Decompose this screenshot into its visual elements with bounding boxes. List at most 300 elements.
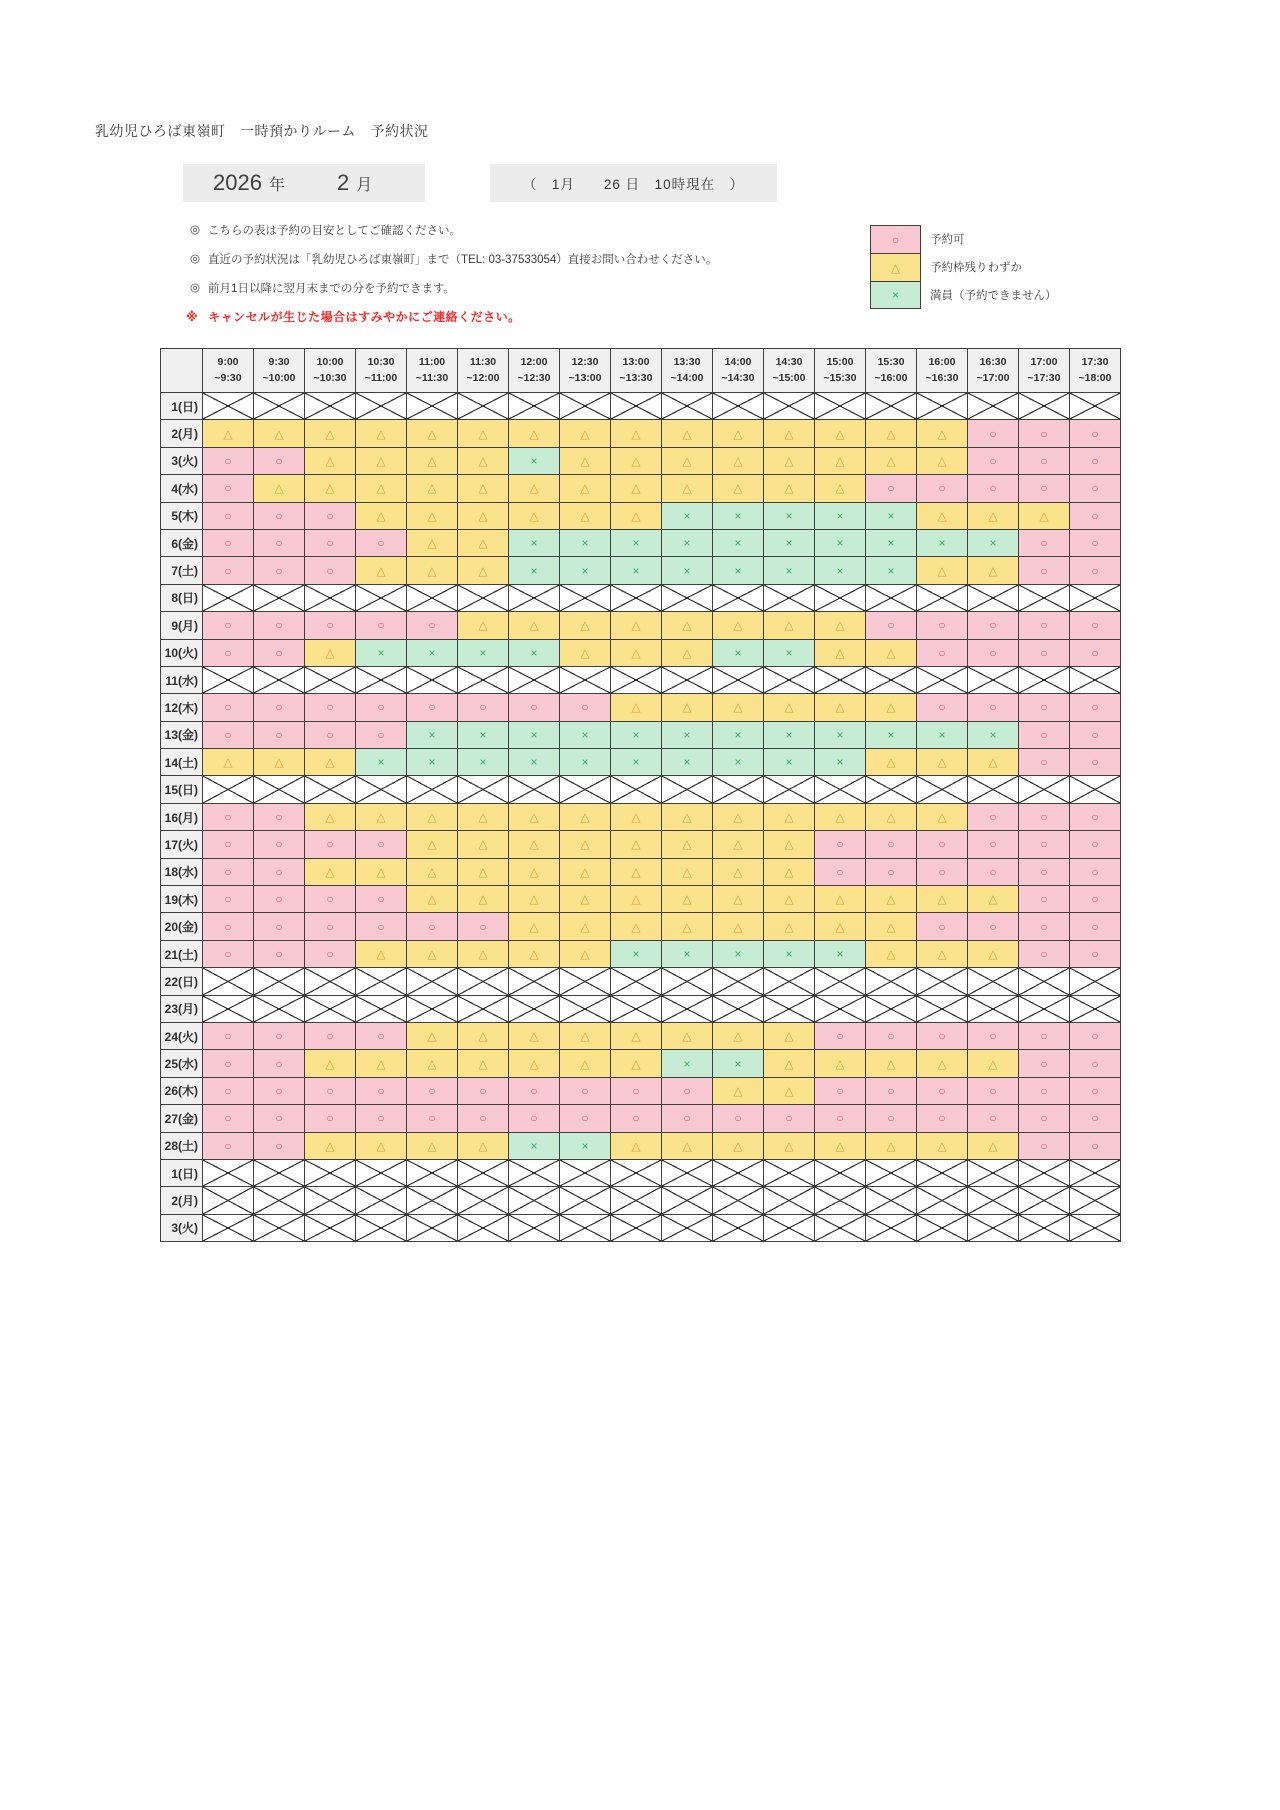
slot-cell-few: △ <box>509 503 560 530</box>
table-row <box>161 585 1121 612</box>
slot-cell-closed <box>866 393 917 420</box>
month-group <box>337 170 372 196</box>
slot-cell-closed <box>611 1215 662 1242</box>
slot-cell-available: ○ <box>815 1023 866 1050</box>
slot-cell-closed <box>305 585 356 612</box>
slot-cell-few: △ <box>458 1023 509 1050</box>
slot-cell-few: △ <box>509 612 560 639</box>
slot-cell-available: ○ <box>254 448 305 475</box>
slot-cell-few: △ <box>764 420 815 447</box>
slot-cell-available: ○ <box>1070 448 1121 475</box>
time-end: ~10:30 <box>313 371 347 384</box>
slot-cell-available: ○ <box>1070 1050 1121 1077</box>
slot-cell-available: ○ <box>509 694 560 721</box>
slot-cell-available: ○ <box>1070 1105 1121 1132</box>
slot-cell-full: × <box>407 640 458 667</box>
slot-cell-closed <box>254 776 305 803</box>
note-item <box>190 251 717 280</box>
slot-cell-few: △ <box>458 886 509 913</box>
slot-cell-available: ○ <box>968 612 1019 639</box>
slot-cell-available: ○ <box>1019 1133 1070 1160</box>
slot-cell-closed <box>764 1160 815 1187</box>
legend-label-available: 予約可 <box>930 234 965 246</box>
slot-cell-few: △ <box>203 420 254 447</box>
slot-cell-few: △ <box>662 886 713 913</box>
time-column-header <box>713 349 764 393</box>
slot-cell-available: ○ <box>1019 640 1070 667</box>
slot-cell-few: △ <box>305 475 356 502</box>
slot-cell-closed <box>509 1215 560 1242</box>
slot-cell-closed <box>917 968 968 995</box>
slot-cell-few: △ <box>662 859 713 886</box>
slot-cell-few: △ <box>407 1133 458 1160</box>
slot-cell-closed <box>611 968 662 995</box>
slot-cell-closed <box>305 1160 356 1187</box>
legend-swatch-few: △ <box>870 253 921 281</box>
slot-cell-available: ○ <box>968 804 1019 831</box>
slot-cell-closed <box>407 996 458 1023</box>
table-row <box>161 776 1121 803</box>
slot-cell-closed <box>764 667 815 694</box>
slot-cell-few: △ <box>356 804 407 831</box>
time-start: 14:00 <box>724 356 752 369</box>
slot-cell-few: △ <box>917 448 968 475</box>
slot-cell-full: × <box>713 530 764 557</box>
slot-cell-few: △ <box>917 941 968 968</box>
time-end: ~14:30 <box>721 371 755 384</box>
slot-cell-full: × <box>509 448 560 475</box>
day-label: 11(水) <box>161 667 203 694</box>
slot-cell-closed <box>509 393 560 420</box>
slot-cell-closed <box>1019 996 1070 1023</box>
slot-cell-closed <box>815 1215 866 1242</box>
time-start: 15:00 <box>826 356 854 369</box>
slot-cell-available: ○ <box>254 886 305 913</box>
slot-cell-closed <box>764 393 815 420</box>
slot-cell-closed <box>1019 776 1070 803</box>
slot-cell-few: △ <box>764 886 815 913</box>
slot-cell-available: ○ <box>866 1078 917 1105</box>
slot-cell-full: × <box>764 503 815 530</box>
slot-cell-full: × <box>866 557 917 584</box>
slot-cell-few: △ <box>866 448 917 475</box>
slot-cell-few: △ <box>560 831 611 858</box>
slot-cell-closed <box>458 968 509 995</box>
slot-cell-few: △ <box>764 1050 815 1077</box>
slot-cell-closed <box>407 1160 458 1187</box>
slot-cell-few: △ <box>356 941 407 968</box>
slot-cell-available: ○ <box>254 1023 305 1050</box>
day-label: 18(水) <box>161 859 203 886</box>
slot-cell-closed <box>662 968 713 995</box>
day-label: 4(水) <box>161 475 203 502</box>
slot-cell-full: × <box>968 530 1019 557</box>
slot-cell-available: ○ <box>203 612 254 639</box>
slot-cell-closed <box>254 1187 305 1214</box>
time-column-header <box>356 349 407 393</box>
legend-swatch-available: ○ <box>870 225 921 253</box>
slot-cell-few: △ <box>509 1023 560 1050</box>
slot-cell-few: △ <box>458 530 509 557</box>
slot-cell-available: ○ <box>1019 913 1070 940</box>
day-label: 23(月) <box>161 996 203 1023</box>
slot-cell-available: ○ <box>203 503 254 530</box>
slot-cell-closed <box>305 1187 356 1214</box>
slot-cell-few: △ <box>917 749 968 776</box>
legend-label-full: 満員（予約できません） <box>930 290 1057 302</box>
slot-cell-few: △ <box>254 420 305 447</box>
time-column-header <box>407 349 458 393</box>
slot-cell-full: × <box>560 1133 611 1160</box>
slot-cell-few: △ <box>407 941 458 968</box>
time-start: 16:00 <box>928 356 956 369</box>
slot-cell-closed <box>1070 776 1121 803</box>
slot-cell-available: ○ <box>254 1105 305 1132</box>
slot-cell-closed <box>662 667 713 694</box>
time-column-header <box>560 349 611 393</box>
slot-cell-available: ○ <box>560 694 611 721</box>
table-row <box>161 804 1121 831</box>
slot-cell-few: △ <box>866 749 917 776</box>
slot-cell-closed <box>305 393 356 420</box>
slot-cell-available: ○ <box>968 913 1019 940</box>
slot-cell-available: ○ <box>203 640 254 667</box>
year-value: 2026 <box>213 170 262 195</box>
slot-cell-few: △ <box>458 1133 509 1160</box>
time-column-header <box>509 349 560 393</box>
slot-cell-available: ○ <box>254 859 305 886</box>
slot-cell-available: ○ <box>866 475 917 502</box>
slot-cell-closed <box>458 996 509 1023</box>
slot-cell-closed <box>917 776 968 803</box>
slot-cell-closed <box>254 393 305 420</box>
slot-cell-few: △ <box>560 941 611 968</box>
slot-cell-available: ○ <box>356 530 407 557</box>
slot-cell-closed <box>611 667 662 694</box>
slot-cell-available: ○ <box>968 859 1019 886</box>
slot-cell-few: △ <box>305 804 356 831</box>
legend-label-few: 予約枠残りわずか <box>930 262 1022 274</box>
slot-cell-available: ○ <box>254 1133 305 1160</box>
slot-cell-closed <box>305 776 356 803</box>
slot-cell-few: △ <box>662 448 713 475</box>
time-end: ~14:00 <box>670 371 704 384</box>
slot-cell-available: ○ <box>305 831 356 858</box>
time-end: ~16:00 <box>874 371 908 384</box>
time-column-header <box>917 349 968 393</box>
slot-cell-available: ○ <box>662 1078 713 1105</box>
slot-cell-available: ○ <box>407 1105 458 1132</box>
slot-cell-few: △ <box>356 1050 407 1077</box>
slot-cell-available: ○ <box>917 831 968 858</box>
day-label: 22(日) <box>161 968 203 995</box>
slot-cell-available: ○ <box>203 694 254 721</box>
slot-cell-few: △ <box>815 804 866 831</box>
legend-item-full <box>870 281 1057 309</box>
slot-cell-closed <box>458 1187 509 1214</box>
slot-cell-available: ○ <box>1070 612 1121 639</box>
slot-cell-closed <box>254 667 305 694</box>
slot-cell-available: ○ <box>713 1105 764 1132</box>
slot-cell-few: △ <box>458 859 509 886</box>
day-label: 8(日) <box>161 585 203 612</box>
slot-cell-few: △ <box>713 913 764 940</box>
slot-cell-closed <box>611 1187 662 1214</box>
slot-cell-few: △ <box>560 420 611 447</box>
slot-cell-few: △ <box>458 1050 509 1077</box>
slot-cell-available: ○ <box>1019 804 1070 831</box>
slot-cell-few: △ <box>407 831 458 858</box>
slot-cell-available: ○ <box>305 941 356 968</box>
slot-cell-closed <box>662 1160 713 1187</box>
slot-cell-full: × <box>764 722 815 749</box>
time-start: 9:00 <box>217 356 239 369</box>
cancel-warning <box>186 308 521 325</box>
slot-cell-closed <box>407 1187 458 1214</box>
slot-cell-closed <box>458 1215 509 1242</box>
slot-cell-available: ○ <box>1070 886 1121 913</box>
slot-cell-closed <box>560 667 611 694</box>
time-column-header <box>1070 349 1121 393</box>
slot-cell-closed <box>713 1215 764 1242</box>
slot-cell-closed <box>866 585 917 612</box>
slot-cell-few: △ <box>713 859 764 886</box>
time-end: ~9:30 <box>214 371 242 384</box>
slot-cell-available: ○ <box>917 612 968 639</box>
slot-cell-available: ○ <box>1019 475 1070 502</box>
slot-cell-closed <box>815 667 866 694</box>
day-label: 21(土) <box>161 941 203 968</box>
slot-cell-few: △ <box>509 475 560 502</box>
slot-cell-closed <box>713 393 764 420</box>
slot-cell-closed <box>662 393 713 420</box>
time-start: 12:30 <box>571 356 599 369</box>
table-row <box>161 913 1121 940</box>
slot-cell-full: × <box>509 1133 560 1160</box>
slot-cell-available: ○ <box>203 475 254 502</box>
slot-cell-available: ○ <box>356 694 407 721</box>
slot-cell-full: × <box>662 749 713 776</box>
slot-cell-few: △ <box>815 1050 866 1077</box>
slot-cell-closed <box>407 667 458 694</box>
slot-cell-few: △ <box>203 749 254 776</box>
slot-cell-available: ○ <box>1019 420 1070 447</box>
slot-cell-few: △ <box>866 1133 917 1160</box>
slot-cell-few: △ <box>713 1133 764 1160</box>
slot-cell-full: × <box>815 749 866 776</box>
slot-cell-available: ○ <box>1070 557 1121 584</box>
time-end: ~10:00 <box>262 371 296 384</box>
slot-cell-few: △ <box>713 448 764 475</box>
slot-cell-few: △ <box>764 475 815 502</box>
slot-cell-available: ○ <box>203 941 254 968</box>
slot-cell-few: △ <box>713 612 764 639</box>
slot-cell-available: ○ <box>203 1050 254 1077</box>
slot-cell-full: × <box>815 941 866 968</box>
slot-cell-available: ○ <box>1019 612 1070 639</box>
slot-cell-closed <box>662 1215 713 1242</box>
slot-cell-closed <box>764 996 815 1023</box>
slot-cell-closed <box>866 1187 917 1214</box>
slot-cell-closed <box>254 585 305 612</box>
day-label: 26(木) <box>161 1078 203 1105</box>
slot-cell-few: △ <box>968 1133 1019 1160</box>
slot-cell-few: △ <box>611 420 662 447</box>
slot-cell-available: ○ <box>203 831 254 858</box>
table-row <box>161 667 1121 694</box>
slot-cell-closed <box>356 667 407 694</box>
slot-cell-few: △ <box>509 1050 560 1077</box>
slot-cell-few: △ <box>611 886 662 913</box>
slot-cell-available: ○ <box>917 859 968 886</box>
slot-cell-available: ○ <box>254 503 305 530</box>
table-row <box>161 996 1121 1023</box>
slot-cell-closed <box>560 996 611 1023</box>
slot-cell-available: ○ <box>356 1023 407 1050</box>
slot-cell-few: △ <box>662 694 713 721</box>
slot-cell-available: ○ <box>611 1105 662 1132</box>
slot-cell-few: △ <box>560 1050 611 1077</box>
slot-cell-available: ○ <box>968 694 1019 721</box>
slot-cell-few: △ <box>764 804 815 831</box>
slot-cell-full: × <box>509 530 560 557</box>
slot-cell-closed <box>356 1160 407 1187</box>
slot-cell-available: ○ <box>356 913 407 940</box>
slot-cell-available: ○ <box>305 1023 356 1050</box>
time-end: ~15:00 <box>772 371 806 384</box>
slot-cell-full: × <box>611 722 662 749</box>
slot-cell-few: △ <box>407 475 458 502</box>
slot-cell-few: △ <box>866 420 917 447</box>
slot-cell-available: ○ <box>968 1023 1019 1050</box>
day-label: 17(火) <box>161 831 203 858</box>
slot-cell-full: × <box>662 1050 713 1077</box>
time-column-header <box>305 349 356 393</box>
slot-cell-available: ○ <box>305 530 356 557</box>
slot-cell-closed <box>764 585 815 612</box>
slot-cell-full: × <box>713 557 764 584</box>
slot-cell-few: △ <box>407 804 458 831</box>
slot-cell-closed <box>815 585 866 612</box>
day-label: 3(火) <box>161 448 203 475</box>
slot-cell-available: ○ <box>764 1105 815 1132</box>
time-start: 10:00 <box>316 356 344 369</box>
legend-item-available <box>870 225 1057 253</box>
slot-cell-full: × <box>815 530 866 557</box>
slot-cell-closed <box>407 393 458 420</box>
slot-cell-few: △ <box>407 1023 458 1050</box>
slot-cell-few: △ <box>356 557 407 584</box>
slot-cell-closed <box>713 1187 764 1214</box>
slot-cell-available: ○ <box>356 1078 407 1105</box>
slot-cell-closed <box>254 968 305 995</box>
slot-cell-closed <box>968 667 1019 694</box>
slot-cell-closed <box>866 1215 917 1242</box>
slot-cell-available: ○ <box>917 1023 968 1050</box>
time-end: ~12:30 <box>517 371 551 384</box>
slot-cell-available: ○ <box>815 1105 866 1132</box>
slot-cell-available: ○ <box>203 557 254 584</box>
slot-cell-few: △ <box>254 749 305 776</box>
slot-cell-full: × <box>560 557 611 584</box>
slot-cell-closed <box>458 667 509 694</box>
slot-cell-available: ○ <box>968 831 1019 858</box>
slot-cell-few: △ <box>356 420 407 447</box>
slot-cell-few: △ <box>815 1133 866 1160</box>
slot-cell-full: × <box>968 722 1019 749</box>
slot-cell-closed <box>713 1160 764 1187</box>
slot-cell-closed <box>203 1160 254 1187</box>
slot-cell-few: △ <box>917 804 968 831</box>
slot-cell-few: △ <box>815 420 866 447</box>
slot-cell-closed <box>815 1187 866 1214</box>
slot-cell-full: × <box>764 749 815 776</box>
slot-cell-few: △ <box>866 941 917 968</box>
slot-cell-closed <box>203 996 254 1023</box>
slot-cell-few: △ <box>662 1023 713 1050</box>
slot-cell-available: ○ <box>1019 1050 1070 1077</box>
slot-cell-available: ○ <box>305 1105 356 1132</box>
slot-cell-full: × <box>866 722 917 749</box>
slot-cell-available: ○ <box>458 1078 509 1105</box>
slot-cell-full: × <box>407 722 458 749</box>
table-row <box>161 448 1121 475</box>
slot-cell-closed <box>1019 1187 1070 1214</box>
slot-cell-full: × <box>560 722 611 749</box>
time-start: 11:30 <box>469 356 497 369</box>
slot-cell-closed <box>509 996 560 1023</box>
slot-cell-few: △ <box>611 804 662 831</box>
slot-cell-available: ○ <box>254 530 305 557</box>
slot-cell-full: × <box>713 640 764 667</box>
slot-cell-few: △ <box>713 1023 764 1050</box>
table-row <box>161 503 1121 530</box>
slot-cell-few: △ <box>611 1023 662 1050</box>
slot-cell-closed <box>917 996 968 1023</box>
slot-cell-few: △ <box>713 420 764 447</box>
slot-cell-closed <box>866 996 917 1023</box>
slot-cell-few: △ <box>815 694 866 721</box>
slot-cell-closed <box>407 585 458 612</box>
slot-cell-full: × <box>662 503 713 530</box>
time-start: 13:00 <box>622 356 650 369</box>
time-column-header <box>611 349 662 393</box>
time-column-header <box>254 349 305 393</box>
slot-cell-available: ○ <box>1019 831 1070 858</box>
slot-cell-available: ○ <box>305 1078 356 1105</box>
slot-cell-few: △ <box>815 448 866 475</box>
table-row <box>161 1050 1121 1077</box>
legend-swatch-full: × <box>870 281 921 309</box>
table-row <box>161 530 1121 557</box>
table-row <box>161 749 1121 776</box>
slot-cell-closed <box>662 996 713 1023</box>
year-unit: 年 <box>268 176 285 194</box>
slot-cell-closed <box>611 585 662 612</box>
slot-cell-closed <box>203 968 254 995</box>
time-start: 13:30 <box>673 356 701 369</box>
slot-cell-closed <box>560 1160 611 1187</box>
slot-cell-available: ○ <box>1019 530 1070 557</box>
slot-cell-available: ○ <box>203 448 254 475</box>
table-row <box>161 1160 1121 1187</box>
slot-cell-few: △ <box>305 448 356 475</box>
day-label: 28(土) <box>161 1133 203 1160</box>
slot-cell-closed <box>509 968 560 995</box>
slot-cell-few: △ <box>764 1078 815 1105</box>
slot-cell-few: △ <box>407 859 458 886</box>
slot-cell-closed <box>1070 1215 1121 1242</box>
